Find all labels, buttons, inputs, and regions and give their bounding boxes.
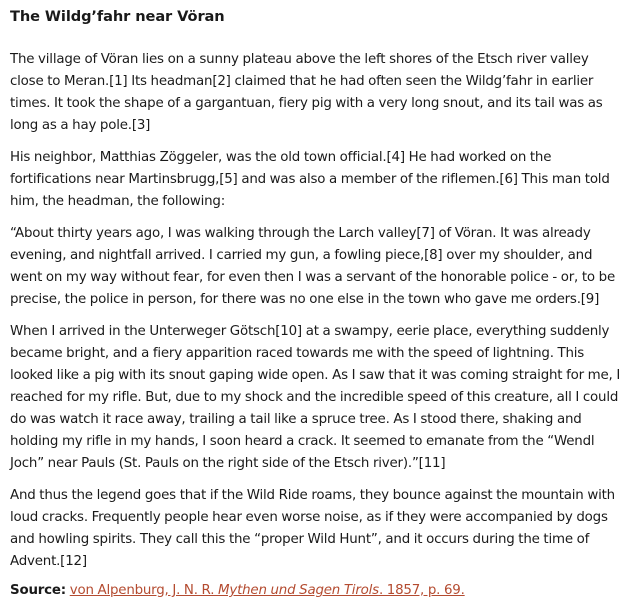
source-line: [10, 580, 625, 602]
source-link-prefix: von Alpenburg, J. N. R.: [69, 583, 219, 598]
source-link[interactable]: [70, 583, 465, 598]
source-link-suffix: . 1857, p. 69.: [378, 583, 465, 598]
paragraph-5: And thus the legend goes that if the Wild Ride roams, they bounce against the mountain with loud cracks. Frequently people hear even worse noise, as if they were accompanied by dogs and howling spirits. They call this the “proper Wild Hunt”, and it occurs during the time of Advent.[12]: [10, 488, 615, 569]
paragraph-4: When I arrived in the Unterweger Götsch[10] at a swampy, eerie place, everything suddenly became bright, and a fiery apparition raced towards me with the speed of lightning. This looked like a pig with its snout gaping wide open. As I saw that it was coming straight for me, I reached for my rifle. But, due to my shock and the incredible speed of this creature, all I could do was watch it race away, trailing a tail like a spruce tree. As I stood there, shaking and holding my rifle in my hands, I soon heard a crack. It seemed to emanate from the “Wendl Joch” near Pauls (St. Pauls on the right side of the Etsch river).”[11]: [10, 324, 621, 471]
paragraph-1: The village of Vöran lies on a sunny plateau above the left shores of the Etsch river valley close to Meran.[1] Its headman[2] claimed that he had often seen the Wildg’fahr in earlier times. It took the shape of a gargantuan, fiery pig with a very long snout, and its tail was as long as a hay pole.[3]: [10, 52, 603, 133]
source-link-title: Mythen und Sagen Tirols: [218, 583, 379, 598]
paragraph-3: “About thirty years ago, I was walking through the Larch valley[7] of Vöran. It was already evening, and nightfall arrived. I carried my gun, a fowling piece,[8] over my shoulder, and went on my way without fear, for even then I was a servant of the honorable police - or, to be precise, the police in person, for there was no one else in the town who gave me orders.[9]: [10, 226, 615, 307]
source-label: Source:: [10, 583, 66, 598]
paragraph-2: His neighbor, Matthias Zöggeler, was the old town official.[4] He had worked on the fortifications near Martinsbrugg,[5] and was also a member of the riflemen.[6] This man told him, the headman, the following:: [10, 150, 610, 209]
page-title: The Wildg’fahr near Vöran: [10, 8, 225, 25]
